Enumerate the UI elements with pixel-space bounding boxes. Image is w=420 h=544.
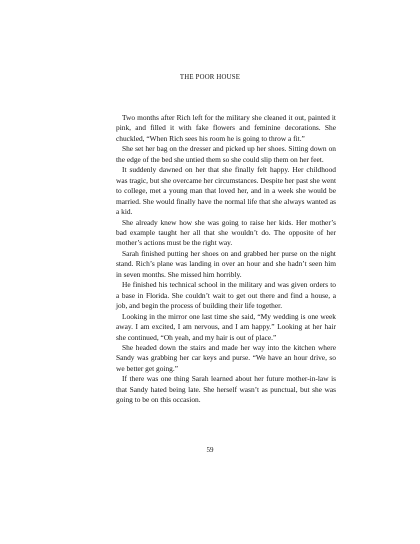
paragraph: It suddenly dawned on her that she finally felt happy. Her childhood was tragic, but she overcame her circumstances. Despite her past she went to college, met a young man that loved her, and in a week she would be married. She would finally have the normal life that she always wanted as a kid.	[116, 165, 336, 217]
paragraph: If there was one thing Sarah learned about her future mother-in-law is that Sandy hated being late. She herself wasn’t as punctual, but she was going to be on this occasion.	[116, 374, 336, 405]
paragraph: She headed down the stairs and made her way into the kitchen where Sandy was grabbing her car keys and purse. “We have an hour drive, so we better get going.”	[116, 342, 336, 373]
paragraph: Two months after Rich left for the military she cleaned it out, painted it pink, and filled it with fake flowers and feminine decorations. She chuckled, “When Rich sees his room he is going to throw a fit.”	[116, 113, 336, 143]
page-number: 59	[206, 446, 214, 454]
paragraph: He finished his technical school in the military and was given orders to a base in Florida. She couldn’t wait to get out there and find a house, a job, and begin the process of building their life together.	[116, 280, 336, 311]
paragraph: She set her bag on the dresser and picked up her shoes. Sitting down on the edge of the bed she untied them so she could slip them on her feet.	[116, 144, 336, 164]
paragraph: Sarah finished putting her shoes on and grabbed her purse on the night stand. Rich’s plane was landing in over an hour and she hadn’t seen him in seven months. She missed him horribly.	[116, 248, 336, 279]
body-text	[116, 113, 336, 406]
paragraph: Looking in the mirror one last time she said, “My wedding is one week away. I am excited, I am nervous, and I am happy.” Looking at her hair she continued, “Oh yeah, and my hair is out of place.”	[116, 311, 336, 342]
running-head: THE POOR HOUSE	[179, 74, 241, 81]
paragraph: She already knew how she was going to raise her kids. Her mother’s bad example taught her all that she wouldn’t do. The opposite of her mother’s actions must be the right way.	[116, 217, 336, 248]
